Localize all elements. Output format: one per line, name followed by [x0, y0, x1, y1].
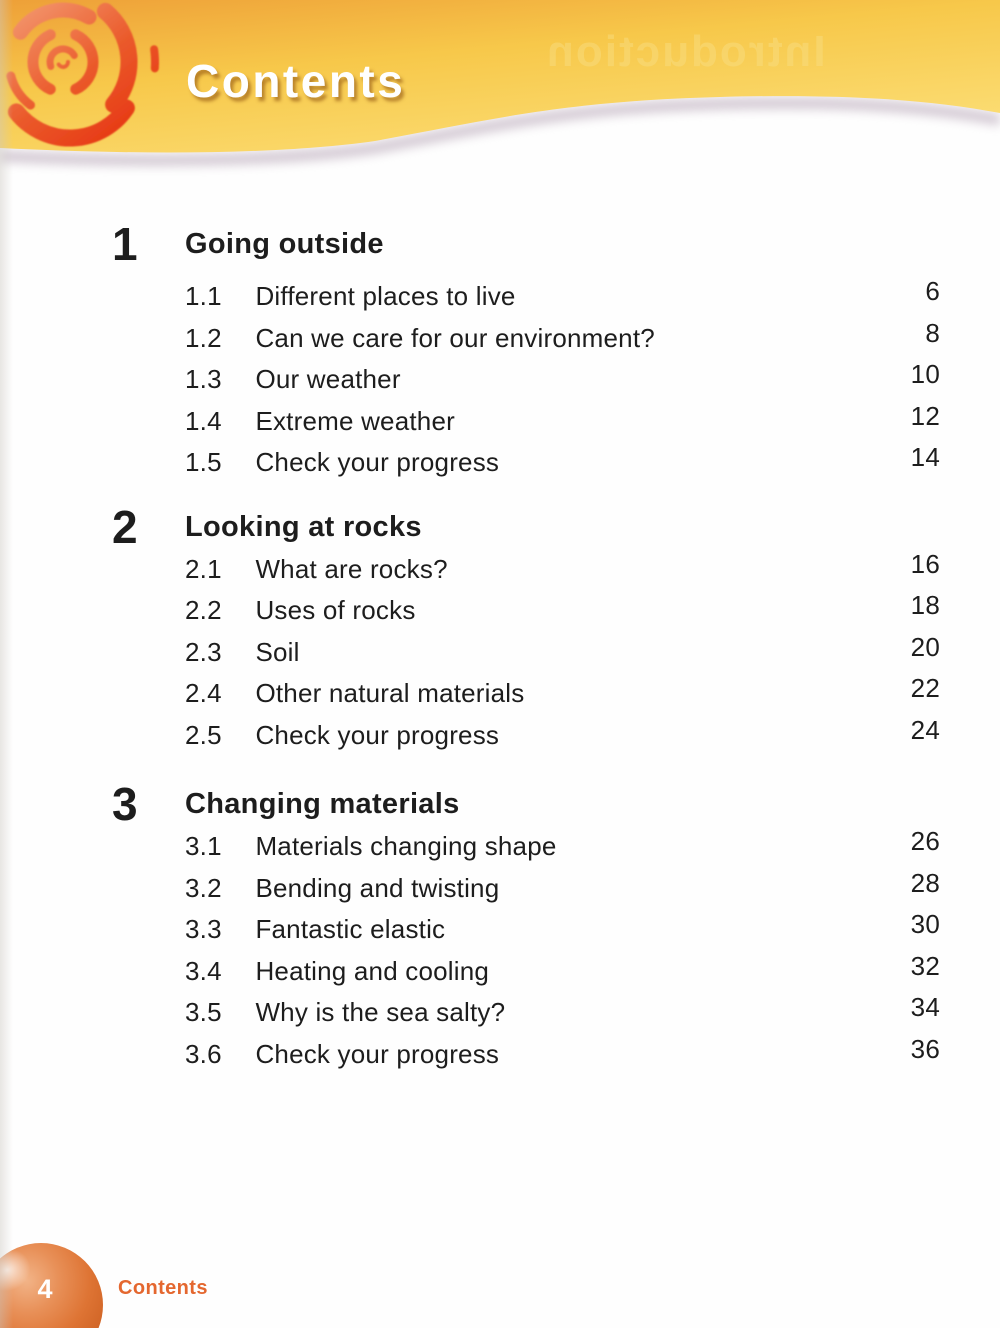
toc-entry — [0, 909, 1000, 951]
entry-number: 1.5 — [185, 447, 222, 477]
entry-title: Extreme weather — [255, 405, 455, 436]
header-banner — [0, 0, 1000, 190]
entry-page-number: 24 — [910, 714, 940, 745]
entry-title: Can we care for our environment? — [255, 322, 655, 353]
toc-entry — [0, 276, 1000, 318]
toc-entry — [0, 401, 1000, 443]
toc-entry — [0, 951, 1000, 993]
entry-page-number: 22 — [910, 673, 940, 703]
entry-page-number: 6 — [925, 276, 940, 306]
entry-title: Check your progress — [255, 447, 500, 477]
chapter-title: Changing materials — [185, 788, 460, 820]
toc-entry — [0, 673, 1000, 715]
chapter-heading — [0, 218, 1000, 270]
entry-number: 3.1 — [185, 831, 222, 861]
footer-section-label: Contents — [118, 1277, 208, 1299]
chapter-number: 3 — [112, 778, 137, 830]
chapter-heading — [0, 500, 1000, 553]
entry-page-number: 20 — [910, 631, 940, 662]
chapter-entries — [0, 276, 1000, 484]
chapter-title: Going outside — [185, 228, 384, 260]
entry-page-number: 26 — [910, 826, 940, 856]
entry-number: 3.6 — [185, 1038, 222, 1069]
entry-page-number: 36 — [910, 1033, 940, 1064]
entry-page-number: 18 — [910, 590, 940, 620]
toc-chapter — [0, 778, 1000, 1075]
entry-number: 3.3 — [185, 914, 222, 944]
chapter-title: Looking at rocks — [185, 510, 422, 543]
entry-page-number: 8 — [925, 317, 940, 348]
entry-page-number: 12 — [910, 400, 940, 431]
entry-title: What are rocks? — [255, 553, 448, 584]
entry-page-number: 10 — [910, 359, 940, 389]
toc-chapter — [0, 218, 1000, 484]
entry-number: 2.5 — [185, 719, 222, 750]
entry-title: Heating and cooling — [255, 955, 490, 986]
show-through-text: Introduction — [545, 27, 826, 76]
scan-page-edge — [0, 0, 13, 1328]
entry-page-number: 14 — [910, 442, 940, 472]
toc-entry — [0, 318, 1000, 360]
entry-title: Fantastic elastic — [255, 914, 446, 944]
entry-title: Our weather — [255, 364, 401, 394]
entry-number: 1.3 — [185, 364, 222, 394]
toc-entry — [0, 359, 1000, 401]
page-title: Contents — [186, 54, 406, 107]
toc-entry — [0, 1034, 1000, 1076]
page-number: 4 — [37, 1274, 53, 1304]
entry-title: Bending and twisting — [255, 872, 500, 903]
toc-entry — [0, 632, 1000, 674]
entry-title: Check your progress — [255, 719, 500, 750]
chapter-entries — [0, 549, 1000, 757]
entry-page-number: 16 — [910, 548, 940, 579]
banner-graphic — [0, 0, 1000, 190]
chapter-number: 1 — [112, 218, 137, 270]
chapter-heading — [0, 778, 1000, 830]
entry-number: 1.4 — [185, 405, 222, 436]
entry-number: 2.4 — [185, 678, 222, 708]
entry-number: 1.2 — [185, 322, 222, 353]
toc-entry — [0, 868, 1000, 910]
entry-number: 2.3 — [185, 636, 222, 667]
entry-page-number: 28 — [910, 867, 940, 898]
entry-title: Materials changing shape — [255, 831, 557, 861]
entry-page-number: 30 — [910, 909, 940, 939]
toc-entry — [0, 549, 1000, 591]
entry-page-number: 34 — [910, 992, 940, 1022]
entry-title: Other natural materials — [255, 678, 525, 708]
entry-title: Different places to live — [255, 281, 516, 311]
entry-title: Uses of rocks — [255, 595, 416, 625]
toc-entry — [0, 715, 1000, 757]
entry-number: 2.2 — [185, 595, 222, 625]
entry-title: Why is the sea salty? — [255, 997, 506, 1027]
entry-page-number: 32 — [910, 950, 940, 981]
entry-number: 1.1 — [185, 281, 222, 311]
entry-number: 3.4 — [185, 955, 222, 986]
entry-number: 3.5 — [185, 997, 222, 1027]
entry-number: 2.1 — [185, 553, 222, 584]
toc — [0, 218, 1000, 1075]
toc-entry — [0, 992, 1000, 1034]
chapter-number: 2 — [112, 500, 137, 553]
entry-number: 3.2 — [185, 872, 222, 903]
toc-entry — [0, 442, 1000, 484]
toc-entry — [0, 826, 1000, 868]
toc-chapter — [0, 500, 1000, 757]
entry-title: Check your progress — [255, 1038, 500, 1069]
chapter-entries — [0, 826, 1000, 1075]
entry-title: Soil — [255, 636, 300, 667]
toc-entry — [0, 590, 1000, 632]
